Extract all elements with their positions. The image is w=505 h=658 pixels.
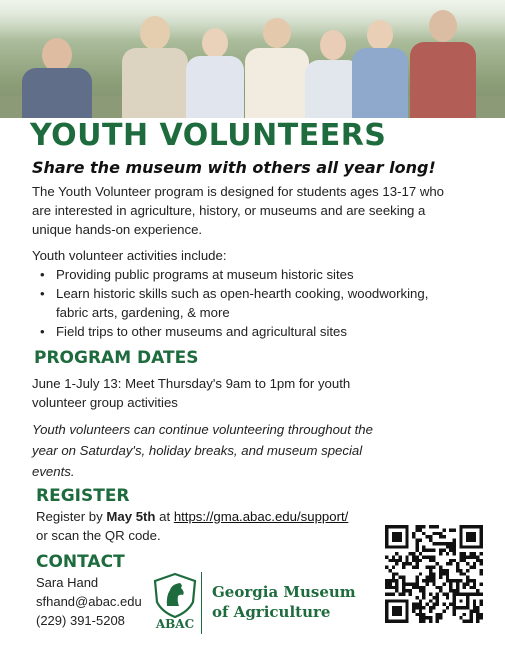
contact-email-link[interactable]: sfhand@abac.edu — [36, 594, 142, 609]
hero-photo — [0, 0, 505, 118]
intro-line: unique hands-on experience. — [32, 222, 203, 237]
contact-phone: (229) 391-5208 — [36, 613, 125, 628]
program-note-line: events. — [32, 464, 75, 479]
register-line-2: or scan the QR code. — [36, 528, 161, 543]
contact-name: Sara Hand — [36, 575, 99, 590]
register-heading: REGISTER — [36, 486, 130, 506]
program-dates-heading: PROGRAM DATES — [34, 348, 199, 368]
horse-crest-icon — [150, 572, 200, 618]
logo-divider — [201, 572, 202, 634]
register-line — [36, 507, 456, 526]
activities-lead: Youth volunteer activities include: — [32, 248, 227, 263]
list-item: • Providing public programs at museum historic sites — [40, 265, 460, 284]
activities-list — [40, 265, 460, 341]
program-dates-line: June 1-July 13: Meet Thursday's 9am to 1pm for youth — [32, 376, 351, 391]
register-mid: at — [155, 509, 174, 524]
register-prefix: Register by — [36, 509, 107, 524]
qr-code[interactable] — [385, 525, 483, 623]
list-item: • Field trips to other museums and agricultural sites — [40, 322, 460, 341]
contact-heading: CONTACT — [36, 552, 125, 572]
program-note-line: Youth volunteers can continue volunteering throughout the — [32, 422, 373, 437]
register-date: May 5th — [106, 509, 156, 524]
list-item-text: Learn historic skills such as open-hearth cooking, woodworking, — [56, 286, 429, 301]
logo-name-line: of Agriculture — [212, 603, 331, 621]
museum-logo — [150, 572, 370, 636]
program-note-line: year on Saturday's, holiday breaks, and museum special — [32, 443, 363, 458]
program-dates-line: volunteer group activities — [32, 395, 178, 410]
intro-line: The Youth Volunteer program is designed for students ages 13-17 who — [32, 184, 445, 199]
page-subtitle: Share the museum with others all year long! — [32, 158, 436, 177]
register-url-link[interactable]: https://gma.abac.edu/support/ — [173, 509, 349, 524]
logo-abac: ABAC — [155, 617, 195, 631]
logo-name — [212, 582, 372, 622]
list-item-text: fabric arts, gardening, & more — [56, 305, 230, 320]
logo-name-line: Georgia Museum — [212, 583, 356, 601]
intro-line: are interested in agriculture, history, or museums and are seeking a — [32, 203, 426, 218]
list-item — [40, 284, 460, 322]
page-title: YOUTH VOLUNTEERS — [30, 118, 387, 153]
